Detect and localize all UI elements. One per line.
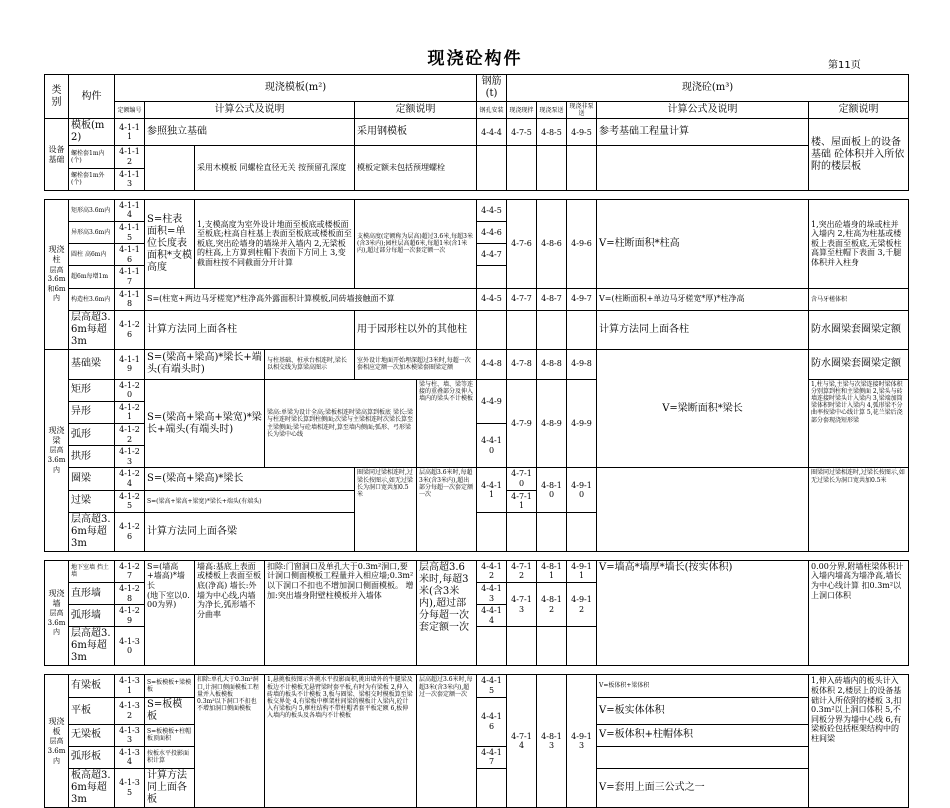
quota-code: 4-1-34 bbox=[115, 746, 145, 768]
calc-text: S=(梁高+梁高)*梁长 bbox=[145, 468, 355, 490]
page-title: 现浇砼构件 bbox=[427, 49, 523, 69]
concrete-code: 4-8-7 bbox=[537, 288, 567, 310]
concrete-code: 4-7-7 bbox=[507, 288, 537, 310]
calc-text: 计算方法同上面各板 bbox=[145, 768, 195, 807]
steel-code: 4-4-9 bbox=[477, 379, 507, 423]
quota-code: 4-1-18 bbox=[115, 288, 145, 310]
c-calc-text: V=(柱断面积+单边马牙槎宽*厚)*柱净高 bbox=[597, 288, 809, 310]
header-steel-col: 现浇现拌 bbox=[507, 102, 537, 119]
c-quota-text: 含马牙槎体积 bbox=[809, 288, 909, 310]
steel-code: 4-4-4 bbox=[477, 119, 507, 146]
concrete-code: 4-8-12 bbox=[537, 583, 567, 627]
page-number: 第11页 bbox=[828, 60, 861, 71]
calc-text: S=(梁高+梁高+梁宽)*梁长+端头(有端头) bbox=[145, 490, 355, 512]
concrete-code: 4-9-6 bbox=[567, 199, 597, 288]
component-name: 模板(m2) bbox=[69, 119, 115, 146]
steel-code: 4-4-13 bbox=[477, 583, 507, 605]
header-c-quota: 定额说明 bbox=[809, 102, 909, 119]
c-quota-text: 圈梁同过梁相连时,过梁长按图示,如无过梁长为洞口宽共加0.5米 bbox=[809, 468, 909, 551]
c-quota-list: 1,柱与梁,主梁与次梁连接时梁体积分别算到柱和主梁侧面 2,梁头与砖墙连接时梁头计入梁内 3,梁端加筒梁体积时梁计入梁内 4,弧形梁不分曲率按梁中心线计算 5,花兰梁后浇部分套现浇短形梁 bbox=[809, 379, 909, 468]
concrete-code: 4-8-8 bbox=[537, 349, 567, 379]
quota-code: 4-1-28 bbox=[115, 583, 145, 605]
header-steel-col: 钢孔安装 bbox=[477, 102, 507, 119]
concrete-code: 4-7-9 bbox=[507, 379, 537, 468]
header-c-calc: 计算公式及说明 bbox=[597, 102, 809, 119]
quota-code: 4-1-24 bbox=[115, 468, 145, 490]
concrete-code: 4-7-14 bbox=[507, 675, 537, 808]
quota-code: 4-1-14 bbox=[115, 199, 145, 221]
quota-code: 4-1-27 bbox=[115, 560, 145, 582]
concrete-code: 4-7-10 bbox=[507, 468, 537, 490]
component-name: 弧形墙 bbox=[69, 605, 115, 627]
quota-code: 4-1-25 bbox=[115, 490, 145, 512]
component-name: 层高超3.6m每超3m bbox=[69, 512, 115, 551]
calc-text: 计算方法同上面各梁 bbox=[145, 512, 355, 551]
calc-text: S=(墙高+墙高)*墙长 (地下室以0.00为界) bbox=[145, 560, 195, 666]
header-quota: 定额说明 bbox=[355, 102, 477, 119]
concrete-code: 4-7-8 bbox=[507, 349, 537, 379]
component-name: 异形 bbox=[69, 401, 115, 423]
header-code: 定额编号 bbox=[115, 102, 145, 119]
quota-code: 4-1-16 bbox=[115, 244, 145, 266]
concrete-code: 4-8-11 bbox=[537, 560, 567, 582]
component-name: 螺栓套1m外(个) bbox=[69, 168, 115, 190]
quota-text: 模板定额未包括预埋螺栓 bbox=[355, 146, 477, 190]
quota-text: 室外设计地面开始埋深超过3米时,每超一次套相应定额一次加木模梁套圈梁定额 bbox=[355, 349, 477, 379]
header-steel-col: 现浇非泵送 bbox=[567, 102, 597, 119]
concrete-code: 4-7-11 bbox=[507, 490, 537, 512]
section-type: 设备基础 bbox=[45, 119, 69, 190]
concrete-code: 4-9-9 bbox=[567, 379, 597, 468]
quota-code: 4-1-30 bbox=[115, 627, 145, 666]
quota-code: 4-1-21 bbox=[115, 401, 145, 423]
steel-code: 4-4-5 bbox=[477, 288, 507, 310]
calc-text: 按板水平投影面积计算 bbox=[145, 746, 195, 768]
component-name: 直形墙 bbox=[69, 583, 115, 605]
concrete-code: 4-8-6 bbox=[537, 199, 567, 288]
steel-code: 4-4-5 bbox=[477, 199, 507, 221]
steel-code: 4-4-14 bbox=[477, 605, 507, 627]
component-name: 层高超3.6m每超3m bbox=[69, 310, 115, 349]
component-name: 弧形 bbox=[69, 424, 115, 446]
quota-code: 4-1-20 bbox=[115, 379, 145, 401]
component-name: 板高超3.6m每超3m bbox=[69, 768, 115, 807]
quota-text: 支模高度(定额称为层高)超过3.6米,每超3米(含3米内);园柱层高超6米,每超1米(含1米内),超过部分每超一次套定额一次 bbox=[355, 199, 477, 288]
concrete-code: 4-8-10 bbox=[537, 468, 567, 512]
calc-text: 墙高:基底上表面或楼板上表面至板底(净高) 墙长:外墙为中心线,内墙为净长,弧形墙不分曲率 bbox=[195, 560, 265, 666]
steel-code: 4-4-7 bbox=[477, 244, 507, 266]
calc-note: 梁高:单梁为设计全高;梁板相连时梁高算到板底 梁长:梁与柱连时梁长算到柱侧面;次梁与主梁相连时次梁长算至主梁侧面;梁与砼墙相连时,算至墙内侧面;弧形、弓形梁长为梁中心线 bbox=[265, 379, 417, 468]
concrete-code: 4-7-13 bbox=[507, 583, 537, 627]
section-type: 现浇墙 层高3.6m内 bbox=[45, 560, 69, 666]
steel-code: 4-4-6 bbox=[477, 221, 507, 243]
concrete-code: 4-9-8 bbox=[567, 349, 597, 379]
component-name: 拱形 bbox=[69, 446, 115, 468]
header-calc: 计算公式及说明 bbox=[145, 102, 355, 119]
c-quota-text: 1,突出砼墙身的垛或柱并入墙内 2,柱高为柱基或楼板上表面至板底,无梁板柱高算至柱帽下表面 3,千腿体积并入柱身 bbox=[809, 199, 909, 288]
concrete-code: 4-9-10 bbox=[567, 468, 597, 512]
quota-code: 4-1-19 bbox=[115, 349, 145, 379]
c-quota-text: 0.00分界,附墙柱梁体积计入墙内墙高为墙净高,墙长为中心线计算 扣0.3m²以上洞口体积 bbox=[809, 560, 909, 666]
c-calc-text: V=板体积+柱帽体积 bbox=[597, 724, 809, 746]
concrete-code: 4-7-12 bbox=[507, 560, 537, 582]
component-name: 无梁板 bbox=[69, 724, 115, 746]
section-type: 现浇梁 层高3.6m内 bbox=[45, 349, 69, 551]
calc-text: 扣除:单孔大于0.3m²洞口,计洞口侧面模板工程量并入板模板 0.3m²以下洞口不扣也不增加洞口侧面模板 bbox=[195, 675, 265, 808]
quota-code: 4-1-31 bbox=[115, 675, 145, 697]
header-steel-col: 现浇泵送 bbox=[537, 102, 567, 119]
calc-text: 采用木模板 同螺栓直径无关 按预留孔深度 bbox=[195, 146, 355, 190]
c-calc-text: V=梁断面积*梁长 bbox=[597, 349, 809, 468]
calc-text: 1,支模高度为室外设计地面至板底或楼板面至板底;柱高自柱基上表面至板底或楼板面至板底,突出砼墙身的墙垛并入墙内 2,无梁板的柱高,上方算到柱帽下表面下方同上 3,变截面柱按不同截面分开计算 bbox=[195, 199, 355, 288]
concrete-code: 4-9-13 bbox=[567, 675, 597, 808]
concrete-code: 4-8-13 bbox=[537, 675, 567, 808]
quota-code: 4-1-26 bbox=[115, 512, 145, 551]
quota-text: 梁与柱、墙、梁等连接的重叠部分及伸入墙内的梁头不计模板 bbox=[417, 379, 477, 468]
quota-code: 4-1-22 bbox=[115, 424, 145, 446]
section-type bbox=[45, 199, 69, 349]
component-name: 圈梁 bbox=[69, 468, 115, 490]
component-name: 有梁板 bbox=[69, 675, 115, 697]
calc-text: S=(梁高+梁高)*梁长+端头(有端头时) bbox=[145, 349, 265, 379]
steel-code: 4-4-8 bbox=[477, 349, 507, 379]
c-calc-text: V=板实体体积 bbox=[597, 697, 809, 724]
quota-code: 4-1-17 bbox=[115, 266, 145, 288]
steel-code: 4-4-16 bbox=[477, 697, 507, 746]
steel-code: 4-4-10 bbox=[477, 424, 507, 468]
concrete-code: 4-9-7 bbox=[567, 288, 597, 310]
steel-code: 4-4-11 bbox=[477, 468, 507, 512]
quota-code: 4-1-12 bbox=[115, 146, 145, 168]
quota-code: 4-1-11 bbox=[115, 119, 145, 146]
c-calc-text: 计算方法同上面各柱 bbox=[597, 310, 809, 349]
concrete-code: 4-7-6 bbox=[507, 199, 537, 288]
section-type-label: 现浇柱 bbox=[48, 245, 65, 265]
header-component: 构件 bbox=[69, 75, 115, 119]
component-name: 平板 bbox=[69, 697, 115, 724]
component-name: 弧形板 bbox=[69, 746, 115, 768]
component-name: 螺栓套1m内(个) bbox=[69, 146, 115, 168]
steel-code: 4-4-17 bbox=[477, 746, 507, 768]
c-quota-text: 楼、屋面板上的设备基础 砼体积并入所依附的楼层板 bbox=[809, 119, 909, 190]
c-quota-text: 防水圈梁套圈梁定额 bbox=[809, 349, 909, 379]
calc-text: 扣除:门窗洞口及单孔大于0.3m²洞口,要计洞口侧面模板工程量并入相应墙;0.3m²以下洞口不扣也不增加洞口侧面模板。 增加:突出墙身附壁柱模板并入墙体 bbox=[265, 560, 417, 666]
calc-text: S=板模板 bbox=[145, 697, 195, 724]
c-quota-text: 1,伸入砖墙内的板头计入板体积 2,楼层上的设备基础计入所依附的楼板 3,扣0.3m²以上洞口体积 5,不同板分界为墙中心线 6,有梁板砼包括框架结构中的柱间梁 bbox=[809, 675, 909, 808]
calc-text: S=板模板+梁模板 bbox=[145, 675, 195, 697]
quota-text: 层高超过3.6米时,每超3米(含3米内),超过一次套定额一次 bbox=[417, 675, 477, 808]
quota-table bbox=[44, 74, 909, 808]
quota-text: 用于园形柱以外的其他柱 bbox=[355, 310, 477, 349]
component-name: 矩形高3.6m内 bbox=[69, 199, 115, 221]
calc-text: 1,悬挑板按图示外挑水平投影面积,挑出墙外的牛腿梁及板边不计模板无悬臂梁时套平板,有时为有梁板 2,伸入砖墙的板头不计模板 3,板与圈梁、梁相交时模板算至梁板交界处 4,有梁板中框架柱间梁的模板计入梁内,砼计入有梁板内 5,框柱结构不带柱帽者套平板定额 6,板伸入墙内的板头及各墙内不计模板 bbox=[265, 675, 417, 808]
calc-text: 计算方法同上面各柱 bbox=[145, 310, 355, 349]
steel-code: 4-4-15 bbox=[477, 675, 507, 697]
concrete-code: 4-7-5 bbox=[507, 119, 537, 146]
c-calc-text: V=板体积+梁体积 bbox=[597, 675, 809, 697]
quota-code: 4-1-33 bbox=[115, 724, 145, 746]
concrete-code: 4-9-12 bbox=[567, 583, 597, 627]
concrete-code: 4-8-9 bbox=[537, 379, 567, 468]
calc-text: S=柱表面积=单位长度表面积*支模高度 bbox=[145, 199, 195, 288]
concrete-code: 4-9-11 bbox=[567, 560, 597, 582]
component-name: 矩形 bbox=[69, 379, 115, 401]
quota-code: 4-1-13 bbox=[115, 168, 145, 190]
header-formwork: 现浇模板(m²) bbox=[115, 75, 477, 102]
calc-text: S=板模板+柱帽板顶面积 bbox=[145, 724, 195, 746]
quota-code: 4-1-29 bbox=[115, 605, 145, 627]
component-name: 异形高3.6m内 bbox=[69, 221, 115, 243]
component-name: 层高超3.6m每超3m bbox=[69, 627, 115, 666]
component-name: 构造柱3.6m内 bbox=[69, 288, 115, 310]
header-concrete: 现浇砼(m³) bbox=[507, 75, 909, 102]
quota-text: 层高超3.6米时,每超3米(含3米内),超过部分每超一次套定额一次 bbox=[417, 560, 477, 666]
calc-note: 圈梁同过梁相连时,过梁长按图示,如无过梁长为洞口宽共加0.5米 bbox=[355, 468, 417, 551]
concrete-code: 4-8-5 bbox=[537, 119, 567, 146]
section-type: 现浇板 层高3.6m内 bbox=[45, 675, 69, 808]
calc-text: 参照独立基础 bbox=[145, 119, 355, 146]
quota-code: 4-1-23 bbox=[115, 446, 145, 468]
component-name: 地下室墙 挡土墙 bbox=[69, 560, 115, 582]
component-name: 基础梁 bbox=[69, 349, 115, 379]
c-calc-text: 参考基础工程量计算 bbox=[597, 119, 809, 146]
c-calc-text: V=套用上面三公式之一 bbox=[597, 768, 809, 807]
header-steel: 钢筋(t) bbox=[477, 75, 507, 102]
calc-note: 与柱基础、桩承台相连时,梁长以相交线为算梁高图示 bbox=[265, 349, 355, 379]
concrete-code: 4-9-5 bbox=[567, 119, 597, 146]
quota-code: 4-1-26 bbox=[115, 310, 145, 349]
quota-text: 采用钢模板 bbox=[355, 119, 477, 146]
component-name: 圆柱 高6m内 bbox=[69, 244, 115, 266]
header-type: 类别 bbox=[45, 75, 69, 119]
calc-text: S=(柱宽+两边马牙槎宽)*柱净高外露面积计算模板,同砖墙接触面不算 bbox=[145, 288, 477, 310]
calc-text: S=(梁高+梁高+梁宽)*梁长+端头(有端头时) bbox=[145, 379, 265, 468]
c-calc-text: V=柱断面积*柱高 bbox=[597, 199, 809, 288]
steel-code: 4-4-12 bbox=[477, 560, 507, 582]
section-sub: 层高3.6m和6m内 bbox=[47, 265, 66, 303]
quota-code: 4-1-32 bbox=[115, 697, 145, 724]
component-name: 过梁 bbox=[69, 490, 115, 512]
quota-code: 4-1-35 bbox=[115, 768, 145, 807]
quota-text: 层高超3.6米时,每超3米(含3米内),超出部分每超一次套定额一次 bbox=[417, 468, 477, 551]
c-quota-text: 防水圈梁套圈梁定额 bbox=[809, 310, 909, 349]
quota-code: 4-1-15 bbox=[115, 221, 145, 243]
component-name: 超6m每增1m bbox=[69, 266, 115, 288]
c-calc-text: V=墙高*墙厚*墙长(按实体积) bbox=[597, 560, 809, 666]
